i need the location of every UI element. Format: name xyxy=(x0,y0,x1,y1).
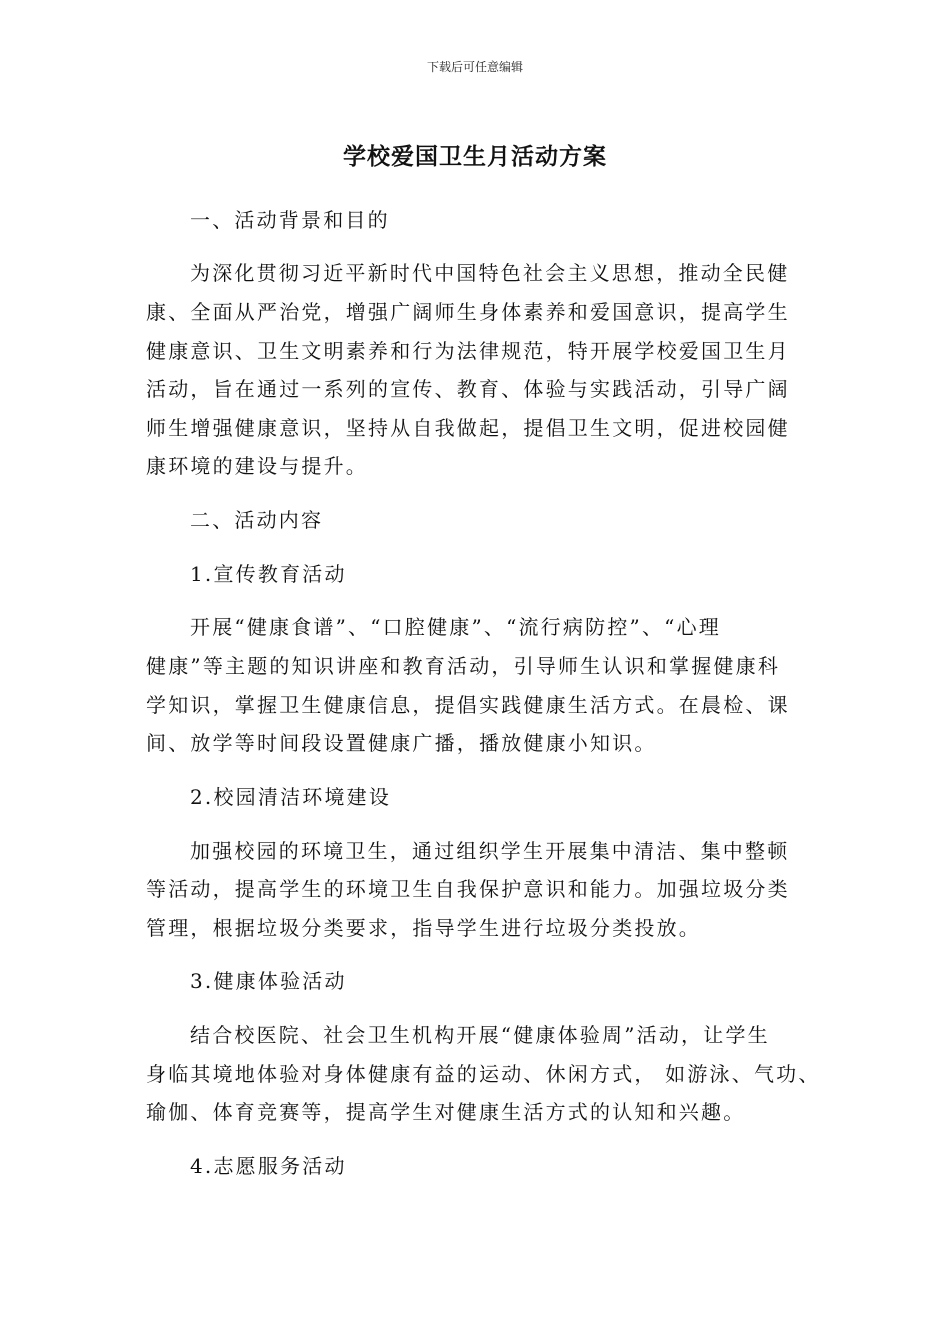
paragraph-line: 结合校医院、社会卫生机构开展“健康体验周”活动，让学生 xyxy=(190,1023,770,1047)
paragraph-line: 加强校园的环境卫生，通过组织学生开展集中清洁、集中整顿 xyxy=(190,839,790,863)
subheading-volunteer: 4.志愿服务活动 xyxy=(190,1154,347,1178)
subheading-publicity: 1.宣传教育活动 xyxy=(190,562,347,586)
paragraph-line: 瑜伽、体育竞赛等，提高学生对健康生活方式的认知和兴趣。 xyxy=(146,1100,746,1124)
paragraph-line: 身临其境地体验对身体健康有益的运动、休闲方式， 如游泳、气功、 xyxy=(146,1062,821,1086)
paragraph-line: 健康意识、卫生文明素养和行为法律规范，特开展学校爱国卫生月 xyxy=(146,339,790,363)
section-heading-background: 一、活动背景和目的 xyxy=(190,208,390,232)
paragraph-line: 开展“健康食谱”、“口腔健康”、“流行病防控”、“心理 xyxy=(190,615,721,639)
paragraph-line: 康、全面从严治党，增强广阔师生身体素养和爱国意识，提高学生 xyxy=(146,300,790,324)
paragraph-line: 为深化贯彻习近平新时代中国特色社会主义思想，推动全民健 xyxy=(190,261,790,285)
paragraph-line: 等活动，提高学生的环境卫生自我保护意识和能力。加强垃圾分类 xyxy=(146,877,790,901)
header-note: 下载后可任意编辑 xyxy=(426,60,523,74)
document-title: 学校爱国卫生月活动方案 xyxy=(343,144,607,170)
paragraph-line: 师生增强健康意识，坚持从自我做起，提倡卫生文明，促进校园健 xyxy=(146,416,790,440)
subheading-environment: 2.校园清洁环境建设 xyxy=(190,785,392,809)
subheading-experience: 3.健康体验活动 xyxy=(190,969,347,993)
paragraph-line: 间、放学等时间段设置健康广播，播放健康小知识。 xyxy=(146,731,657,755)
paragraph-line: 活动，旨在通过一系列的宣传、教育、体验与实践活动，引导广阔 xyxy=(146,377,790,401)
paragraph-line: 健康”等主题的知识讲座和教育活动，引导师生认识和掌握健康科 xyxy=(146,654,781,678)
section-heading-content: 二、活动内容 xyxy=(190,508,324,532)
paragraph-line: 管理，根据垃圾分类要求，指导学生进行垃圾分类投放。 xyxy=(146,916,701,940)
paragraph-line: 学知识，掌握卫生健康信息，提倡实践健康生活方式。在晨检、课 xyxy=(146,693,790,717)
paragraph-line: 康环境的建设与提升。 xyxy=(146,454,368,478)
